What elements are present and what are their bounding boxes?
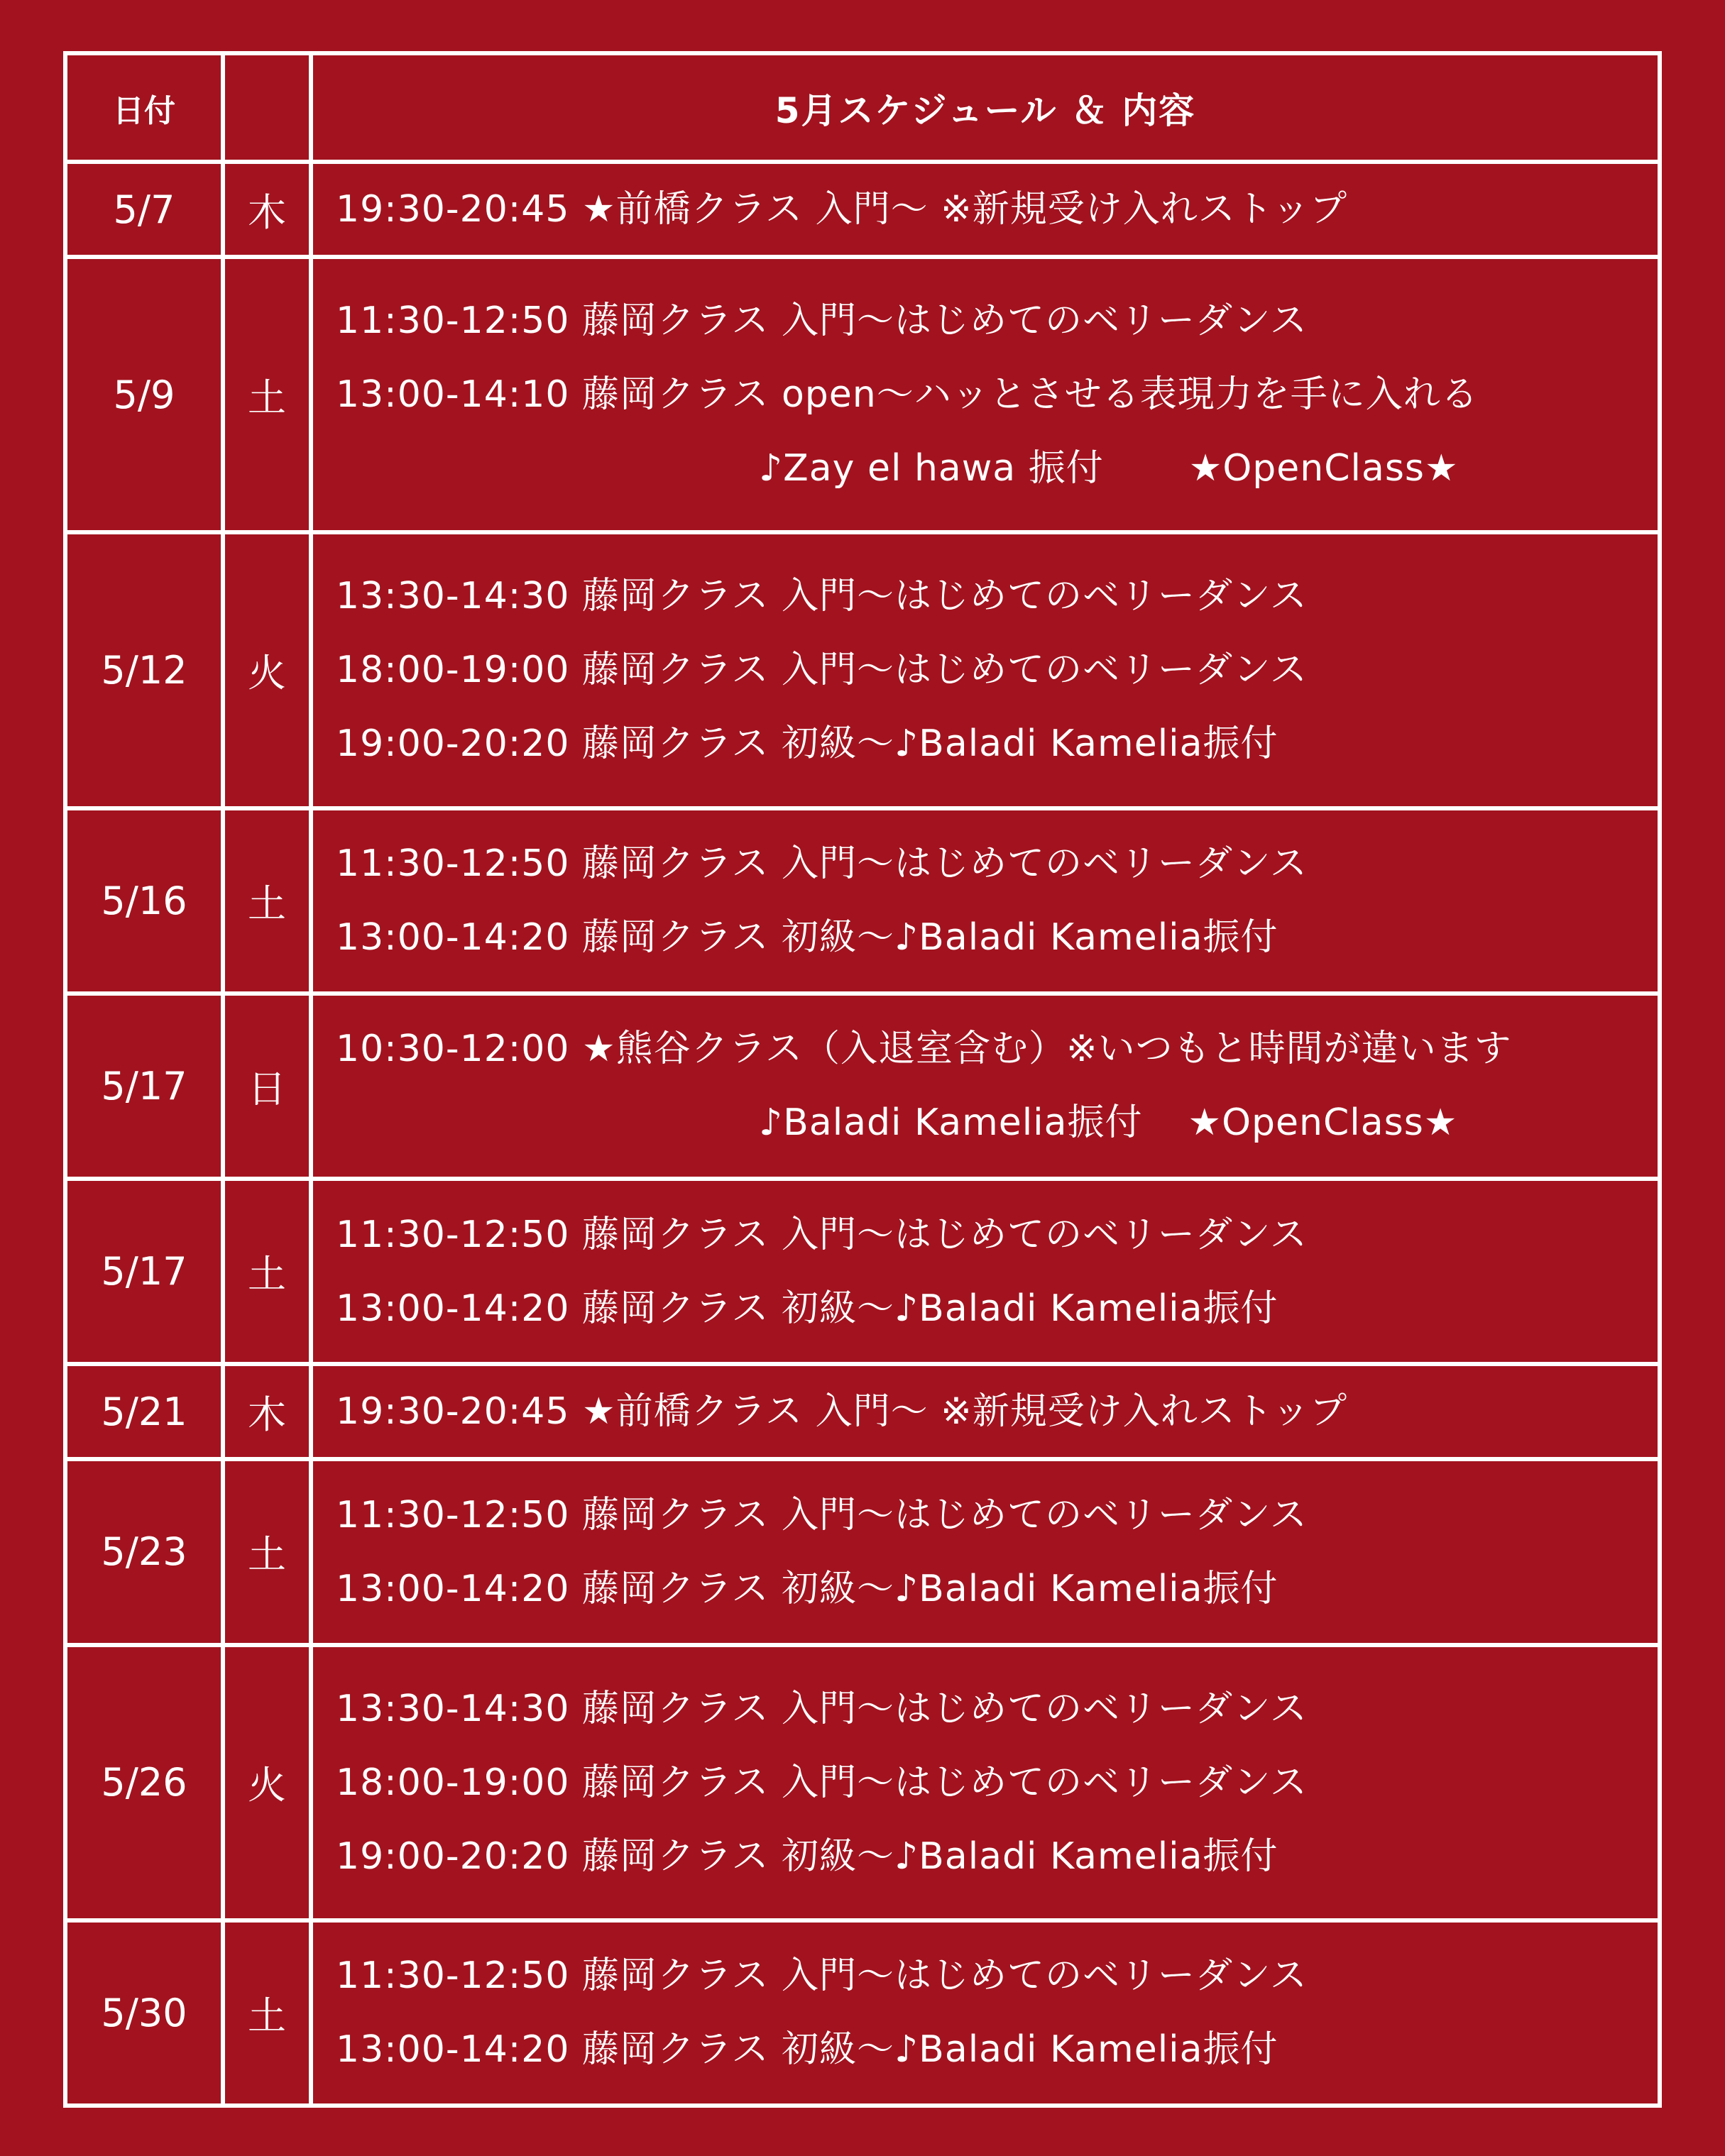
- weekday-cell: 土: [223, 1179, 311, 1364]
- schedule-line-text: 13:00-14:20 藤岡クラス 初級〜♪Baladi Kamelia振付: [336, 1567, 1278, 1610]
- content-column-header: 5月スケジュール ＆ 内容: [311, 53, 1660, 162]
- schedule-line-text: 10:30-12:00 ★熊谷クラス（入退室含む）※いつもと時間が違います: [336, 1028, 1512, 1071]
- schedule-line-text: 13:00-14:20 藤岡クラス 初級〜♪Baladi Kamelia振付: [336, 2028, 1278, 2072]
- table-row: [65, 808, 1660, 994]
- date-cell: 5/9: [65, 257, 223, 532]
- schedule-line: [336, 2013, 1658, 2086]
- table-row: [65, 994, 1660, 1179]
- schedule-line: [336, 284, 1658, 358]
- schedule-line-text: 13:30-14:30 藤岡クラス 入門〜はじめてのベリーダンス: [336, 1687, 1308, 1730]
- schedule-line: [336, 901, 1658, 974]
- open-class-label: ★OpenClass★: [1188, 447, 1459, 490]
- date-cell: 5/7: [65, 162, 223, 257]
- schedule-line: [336, 1272, 1658, 1346]
- table-row: [65, 162, 1660, 257]
- schedule-line-text: ♪Zay el hawa 振付: [759, 447, 1104, 490]
- content-cell: [311, 994, 1660, 1179]
- schedule-line-text: 19:30-20:45 ★前橋クラス 入門〜 ※新規受け入れストップ: [336, 1390, 1348, 1434]
- table-row: [65, 532, 1660, 808]
- schedule-line-text: 11:30-12:50 藤岡クラス 入門〜はじめてのベリーダンス: [336, 1213, 1308, 1256]
- schedule-line: [336, 707, 1658, 781]
- schedule-body: [65, 162, 1660, 2106]
- date-cell: 5/21: [65, 1364, 223, 1459]
- content-cell: [311, 808, 1660, 994]
- date-cell: 5/12: [65, 532, 223, 808]
- schedule-line: [336, 172, 1658, 246]
- content-cell: [311, 1364, 1660, 1459]
- date-cell: 5/23: [65, 1459, 223, 1644]
- weekday-cell: 木: [223, 162, 311, 257]
- schedule-line-text: 13:00-14:10 藤岡クラス open〜ハッとさせる表現力を手に入れる: [336, 373, 1479, 417]
- schedule-line: [336, 827, 1658, 901]
- schedule-line: [336, 1198, 1658, 1272]
- day-column-header: [223, 53, 311, 162]
- schedule-line: [336, 1746, 1658, 1820]
- schedule-line-text: 11:30-12:50 藤岡クラス 入門〜はじめてのベリーダンス: [336, 1954, 1308, 1998]
- weekday-cell: 土: [223, 257, 311, 532]
- date-cell: 5/17: [65, 1179, 223, 1364]
- date-column-header: 日付: [65, 53, 223, 162]
- schedule-line: [336, 1672, 1658, 1746]
- weekday-cell: 火: [223, 1645, 311, 1920]
- table-row: [65, 1459, 1660, 1644]
- schedule-line: [336, 1012, 1658, 1086]
- content-cell: [311, 1920, 1660, 2106]
- content-cell: [311, 1179, 1660, 1364]
- schedule-line: [336, 1939, 1658, 2013]
- table-row: [65, 1179, 1660, 1364]
- schedule-line: [336, 358, 1658, 431]
- schedule-line: [336, 1375, 1658, 1448]
- schedule-line-text: 13:00-14:20 藤岡クラス 初級〜♪Baladi Kamelia振付: [336, 916, 1278, 959]
- schedule-line: [336, 431, 1658, 505]
- date-cell: 5/30: [65, 1920, 223, 2106]
- schedule-line: [336, 1552, 1658, 1626]
- schedule-line-text: 18:00-19:00 藤岡クラス 入門〜はじめてのベリーダンス: [336, 1761, 1308, 1804]
- schedule-line: [336, 633, 1658, 707]
- schedule-line-text: 19:30-20:45 ★前橋クラス 入門〜 ※新規受け入れストップ: [336, 188, 1348, 231]
- weekday-cell: 土: [223, 808, 311, 994]
- weekday-cell: 日: [223, 994, 311, 1179]
- table-row: [65, 1645, 1660, 1920]
- open-class-label: ★OpenClass★: [1188, 1101, 1458, 1145]
- table-row: [65, 1364, 1660, 1459]
- date-cell: 5/26: [65, 1645, 223, 1920]
- content-cell: [311, 1459, 1660, 1644]
- content-cell: [311, 257, 1660, 532]
- weekday-cell: 火: [223, 532, 311, 808]
- date-cell: 5/17: [65, 994, 223, 1179]
- schedule-line: [336, 1086, 1658, 1160]
- weekday-cell: 木: [223, 1364, 311, 1459]
- date-cell: 5/16: [65, 808, 223, 994]
- table-row: [65, 257, 1660, 532]
- schedule-table: [63, 51, 1662, 2108]
- schedule-line-text: 19:00-20:20 藤岡クラス 初級〜♪Baladi Kamelia振付: [336, 1835, 1278, 1878]
- schedule-line: [336, 1820, 1658, 1893]
- schedule-line-text: 11:30-12:50 藤岡クラス 入門〜はじめてのベリーダンス: [336, 1493, 1308, 1536]
- content-cell: [311, 162, 1660, 257]
- content-cell: [311, 1645, 1660, 1920]
- content-cell: [311, 532, 1660, 808]
- header-row: [65, 53, 1660, 162]
- schedule-line-text: 13:30-14:30 藤岡クラス 入門〜はじめてのベリーダンス: [336, 575, 1308, 618]
- schedule-line: [336, 559, 1658, 633]
- schedule-line-text: ♪Baladi Kamelia振付: [759, 1101, 1143, 1145]
- schedule-line-text: 18:00-19:00 藤岡クラス 入門〜はじめてのベリーダンス: [336, 649, 1308, 692]
- schedule-line-text: 11:30-12:50 藤岡クラス 入門〜はじめてのベリーダンス: [336, 299, 1308, 343]
- weekday-cell: 土: [223, 1920, 311, 2106]
- schedule-line: [336, 1478, 1658, 1552]
- table-row: [65, 1920, 1660, 2106]
- schedule-line-text: 13:00-14:20 藤岡クラス 初級〜♪Baladi Kamelia振付: [336, 1287, 1278, 1330]
- schedule-line-text: 19:00-20:20 藤岡クラス 初級〜♪Baladi Kamelia振付: [336, 722, 1278, 766]
- schedule-line-text: 11:30-12:50 藤岡クラス 入門〜はじめてのベリーダンス: [336, 842, 1308, 886]
- weekday-cell: 土: [223, 1459, 311, 1644]
